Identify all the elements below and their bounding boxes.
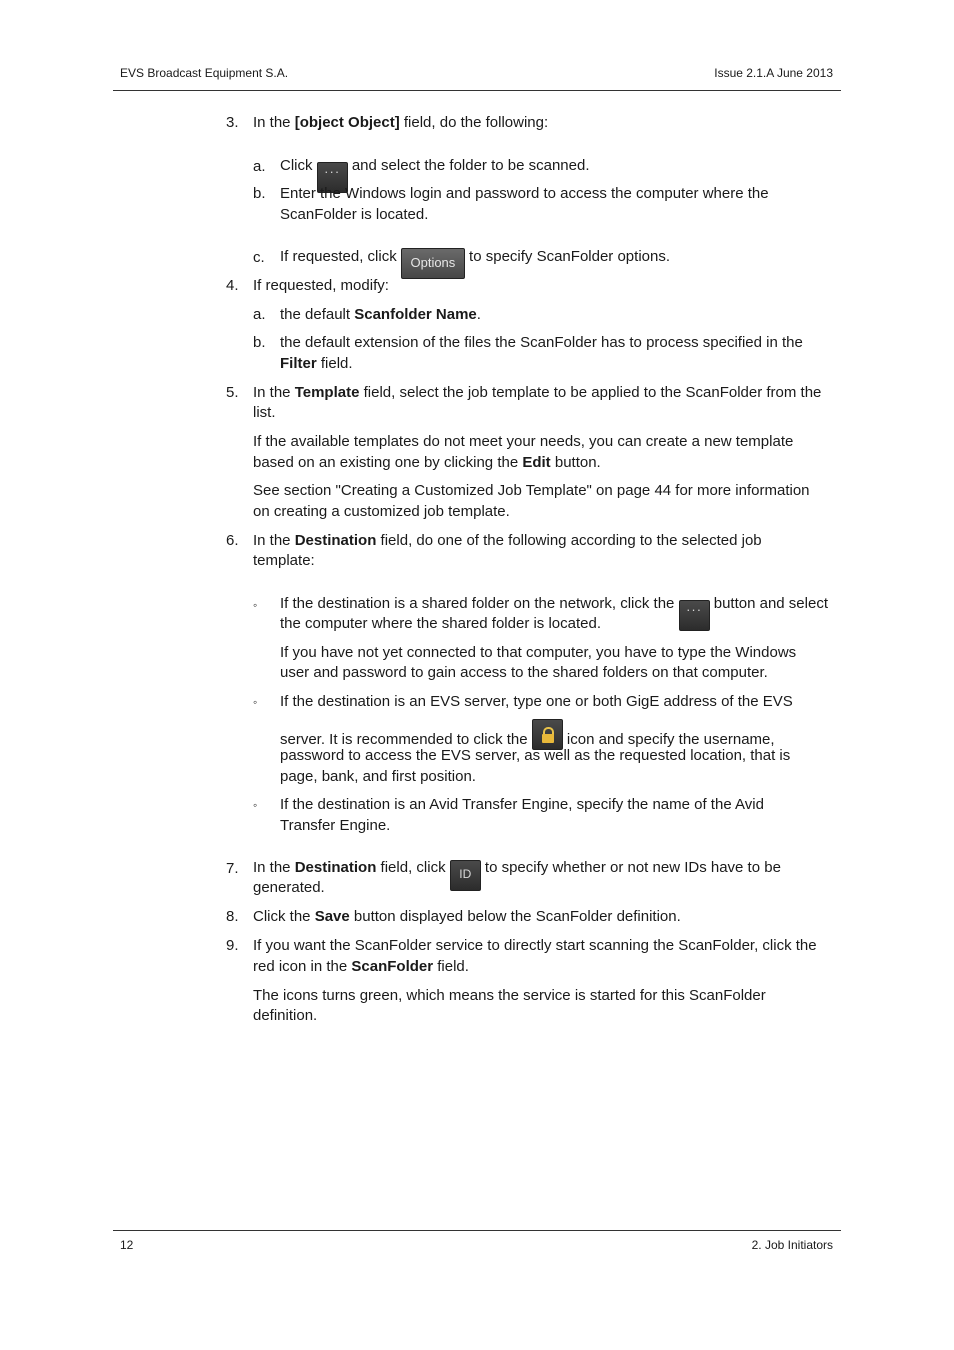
step-7-line1: In the Destination field, click ID to specify whether or not new IDs have to be <box>253 851 781 891</box>
step-5-note2-line2: on creating a customized job template. <box>253 503 510 520</box>
bullet-2-line2: server. It is recommended to click the icon and specify the username, <box>280 719 775 757</box>
step-3a-letter: a. <box>253 158 266 175</box>
step-5-note1-line1: If the available templates do not meet your needs, you can create a new template <box>253 433 794 450</box>
step-3b-line2: ScanFolder is located. <box>280 206 429 223</box>
bullet-2-line3: password to access the EVS server, as well as the requested location, that is <box>280 747 791 764</box>
bullet-1-line2: the computer where the shared folder is located. <box>280 615 602 632</box>
footer-page-number: 12 <box>120 1238 134 1252</box>
bullet-2: ◦ <box>253 695 258 709</box>
step-3-text: In the [object Object] field, do the following: <box>253 114 549 131</box>
step-6-line1: In the Destination field, do one of the following according to the selected job <box>253 532 762 549</box>
step-3a-text: Click ··· and select the folder to be scanned. <box>280 149 590 193</box>
footer-rule <box>113 1230 841 1231</box>
bullet-3-line2: Transfer Engine. <box>280 817 391 834</box>
step-5-line2: list. <box>253 404 276 421</box>
step-7-number: 7. <box>226 860 239 877</box>
bullet-1-note-line2: user and password to gain access to the shared folders on that computer. <box>280 664 768 681</box>
step-3b-line1: Enter the Windows login and password to access the computer where the <box>280 185 769 202</box>
step-9-number: 9. <box>226 937 239 954</box>
options-button-icon: Options <box>401 248 465 279</box>
header-rule <box>113 90 841 91</box>
step-5-line1: In the Template field, select the job template to be applied to the ScanFolder from the <box>253 384 822 401</box>
step-8-number: 8. <box>226 908 239 925</box>
step-3c-letter: c. <box>253 249 265 266</box>
step-9-note-line1: The icons turns green, which means the service is started for this ScanFolder <box>253 987 766 1004</box>
step-4a-letter: a. <box>253 306 266 323</box>
step-9-line2: red icon in the ScanFolder field. <box>253 958 469 975</box>
step-3b-letter: b. <box>253 185 266 202</box>
header-issue: Issue 2.1.A June 2013 <box>714 66 833 80</box>
bullet-3: ◦ <box>253 798 258 812</box>
browse-dots-icon: ··· <box>317 162 348 193</box>
bullet-1: ◦ <box>253 598 258 612</box>
step-7-line2: generated. <box>253 879 325 896</box>
step-4b-line2: Filter field. <box>280 355 353 372</box>
step-5-note1-line2: based on an existing one by clicking the Edit button. <box>253 454 601 471</box>
step-5-note2-line1: See section "Creating a Customized Job Template" on page 44 for more information <box>253 482 810 499</box>
step-9-note-line2: definition. <box>253 1007 318 1024</box>
bullet-3-line1: If the destination is an Avid Transfer Engine, specify the name of the Avid <box>280 796 764 813</box>
step-4b-letter: b. <box>253 334 266 351</box>
bullet-2-line4: page, bank, and first position. <box>280 768 476 785</box>
header-company: EVS Broadcast Equipment S.A. <box>120 66 289 80</box>
step-3-number: 3. <box>226 114 239 131</box>
step-4-number: 4. <box>226 277 239 294</box>
step-9-line1: If you want the ScanFolder service to directly start scanning the ScanFolder, click the <box>253 937 817 954</box>
step-4-text: If requested, modify: <box>253 277 389 294</box>
bullet-1-line1: If the destination is a shared folder on the network, click the ··· button and select <box>280 587 828 631</box>
bullet-1-note-line1: If you have not yet connected to that computer, you have to type the Windows <box>280 644 797 661</box>
step-5-number: 5. <box>226 384 239 401</box>
id-icon: ID <box>450 860 481 891</box>
browse-dots-icon: ··· <box>679 600 710 631</box>
step-4b-line1: the default extension of the files the ScanFolder has to process specified in the <box>280 334 803 351</box>
step-3c-text: If requested, click Options to specify ScanFolder options. <box>280 240 670 279</box>
step-4a-text: the default Scanfolder Name. <box>280 306 481 323</box>
step-6-number: 6. <box>226 532 239 549</box>
footer-chapter: 2. Job Initiators <box>751 1238 833 1252</box>
bullet-2-line1: If the destination is an EVS server, type one or both GigE address of the EVS <box>280 693 793 710</box>
step-6-line2: template: <box>253 552 315 569</box>
step-8-text: Click the Save button displayed below the ScanFolder definition. <box>253 908 681 925</box>
